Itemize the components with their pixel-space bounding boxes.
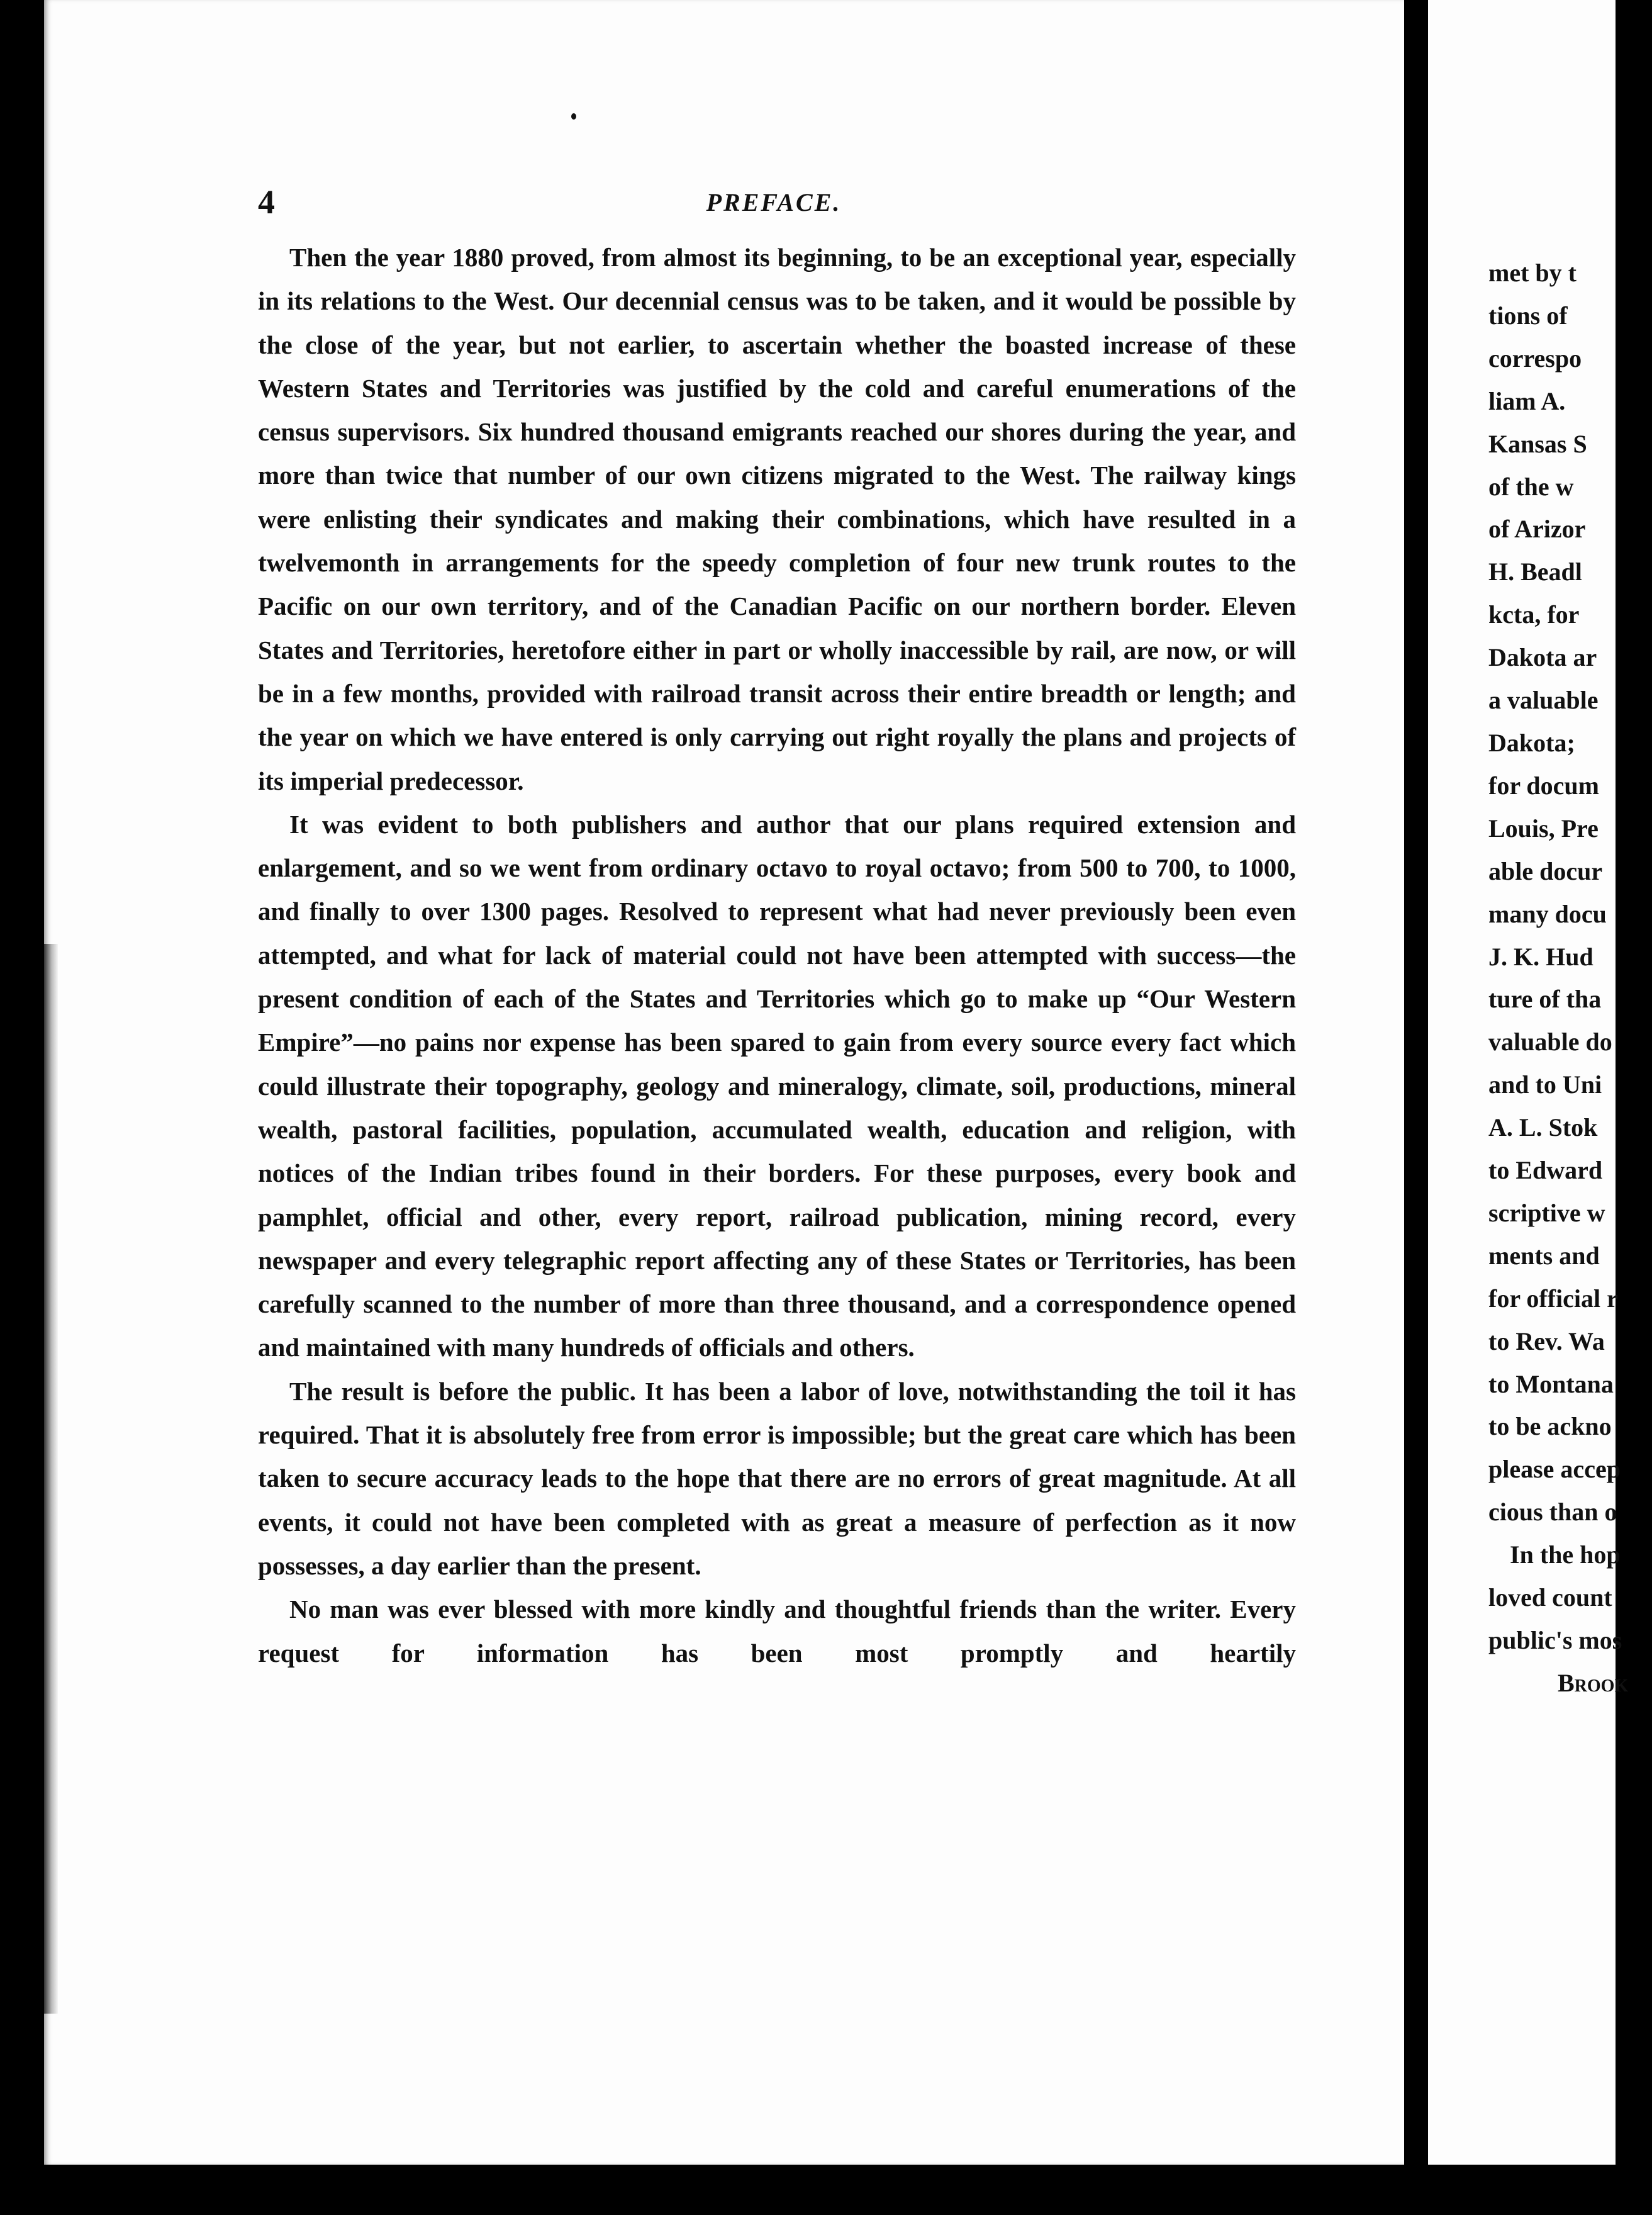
text-line: to Edward — [1488, 1156, 1603, 1185]
text-line: to be ackno — [1488, 1412, 1612, 1441]
text-line: of Arizor — [1488, 515, 1586, 544]
signature-place: Brook — [1558, 1668, 1629, 1697]
text-line: able docur — [1488, 856, 1603, 885]
paragraph: It was evident to both publishers and author that our plans required extension and enlargement, and so we went from ordinary octavo to royal octavo; from 500 to 700, to 1000, and finally to over 1300 pages. Resolved to represent what had never previously been even attempted, and what for lack of material could not have been attempted with success—the present condition of each of the States and Territories which go to make up “Our Western Empire”—no pains nor expense has been spared to gain from every source every fact which could illustrate their topography, geology and mineralogy, climate, soil, productions, mineral wealth, pastoral facilities, population, accumulated wealth, education and religion, with notices of the Indian tribes found in their borders. For these purposes, every book and pamphlet, official and other, every report, railroad publication, mining record, every newspaper and every telegraphic report affecting any of these States or Territories, has been carefully scanned to the number of more than three thousand, and a correspondence opened and maintained with many hundreds of officials and others. — [258, 809, 1296, 1362]
right-page-text — [1488, 252, 1652, 1705]
page-number: 4 — [258, 183, 275, 221]
text-line: kcta, for — [1488, 600, 1580, 629]
text-line: correspo — [1488, 344, 1582, 373]
text-line: cious than o — [1488, 1498, 1617, 1527]
text-line: Dakota; — [1488, 728, 1575, 757]
body-text — [258, 236, 1296, 1675]
text-line: many docu — [1488, 899, 1607, 928]
running-head: PREFACE. — [706, 188, 842, 216]
text-line: to Rev. Wa — [1488, 1326, 1605, 1355]
text-line: of the w — [1488, 472, 1574, 501]
text-line: loved count — [1488, 1583, 1612, 1612]
text-line: met by t — [1488, 259, 1577, 287]
paragraph: No man was ever blessed with more kindly and thoughtful friends than the writer. Every request for information has been most promptly and heartily — [258, 1595, 1296, 1668]
text-line: In the hop — [1510, 1540, 1621, 1569]
text-line: a valuable — [1488, 686, 1599, 715]
text-line: H. Beadl — [1488, 558, 1582, 586]
page-header — [258, 182, 1290, 239]
text-line: Dakota ar — [1488, 643, 1597, 672]
paragraph: Then the year 1880 proved, from almost its beginning, to be an exceptional year, especially in its relations to the West. Our decennial census was to be taken, and it would be possible by the close of the year, but not earlier, to ascertain whether the boasted increase of these Western States and Territories was justified by the cold and careful enumerations of the census supervisors. Six hundred thousand emigrants reached our shores during the year, and more than twice that number of our own citizens migrated to the West. The railway kings were enlisting their syndicates and making their combinations, which have resulted in a twelvemonth in arrangements for the speedy completion of four new trunk routes to the Pacific on our own territory, and of the Canadian Pacific on our northern border. Eleven States and Territories, heretofore either in part or wholly inaccessible by rail, are now, or will be in a few months, provided with railroad transit across their entire breadth or length; and the year on which we have entered is only carrying out right royally the plans and projects of its imperial predecessor. — [258, 243, 1296, 795]
text-line: for docum — [1488, 771, 1599, 800]
text-line: valuable do — [1488, 1028, 1612, 1057]
text-line: public's mos — [1488, 1626, 1622, 1654]
text-line: J. K. Hud — [1488, 942, 1593, 971]
text-line: and to Uni — [1488, 1070, 1602, 1099]
right-page — [1428, 0, 1629, 2165]
text-line: for official r — [1488, 1284, 1618, 1313]
text-line: liam A. — [1488, 386, 1566, 415]
text-line: please accep — [1488, 1455, 1621, 1484]
text-line: ments and — [1488, 1241, 1600, 1270]
stray-ink-dot — [571, 113, 576, 120]
text-line: A. L. Stok — [1488, 1113, 1598, 1142]
text-line: tions of — [1488, 301, 1568, 330]
text-line: Louis, Pre — [1488, 814, 1599, 843]
text-line: Kansas S — [1488, 429, 1587, 458]
text-line: scriptive w — [1488, 1198, 1605, 1227]
paragraph: The result is before the public. It has been a labor of love, notwithstanding the toil it has required. That it is absolutely free from error is impossible; but the great care which has been taken to secure accuracy leads to the hope that there are no errors of great magnitude. At all events, it could not have been completed with as great a measure of perfection as it now possesses, a day earlier than the present. — [258, 1376, 1296, 1580]
page-binding-shadow — [44, 944, 58, 2014]
text-line: ture of tha — [1488, 985, 1602, 1014]
text-line: to Montana — [1488, 1369, 1614, 1398]
